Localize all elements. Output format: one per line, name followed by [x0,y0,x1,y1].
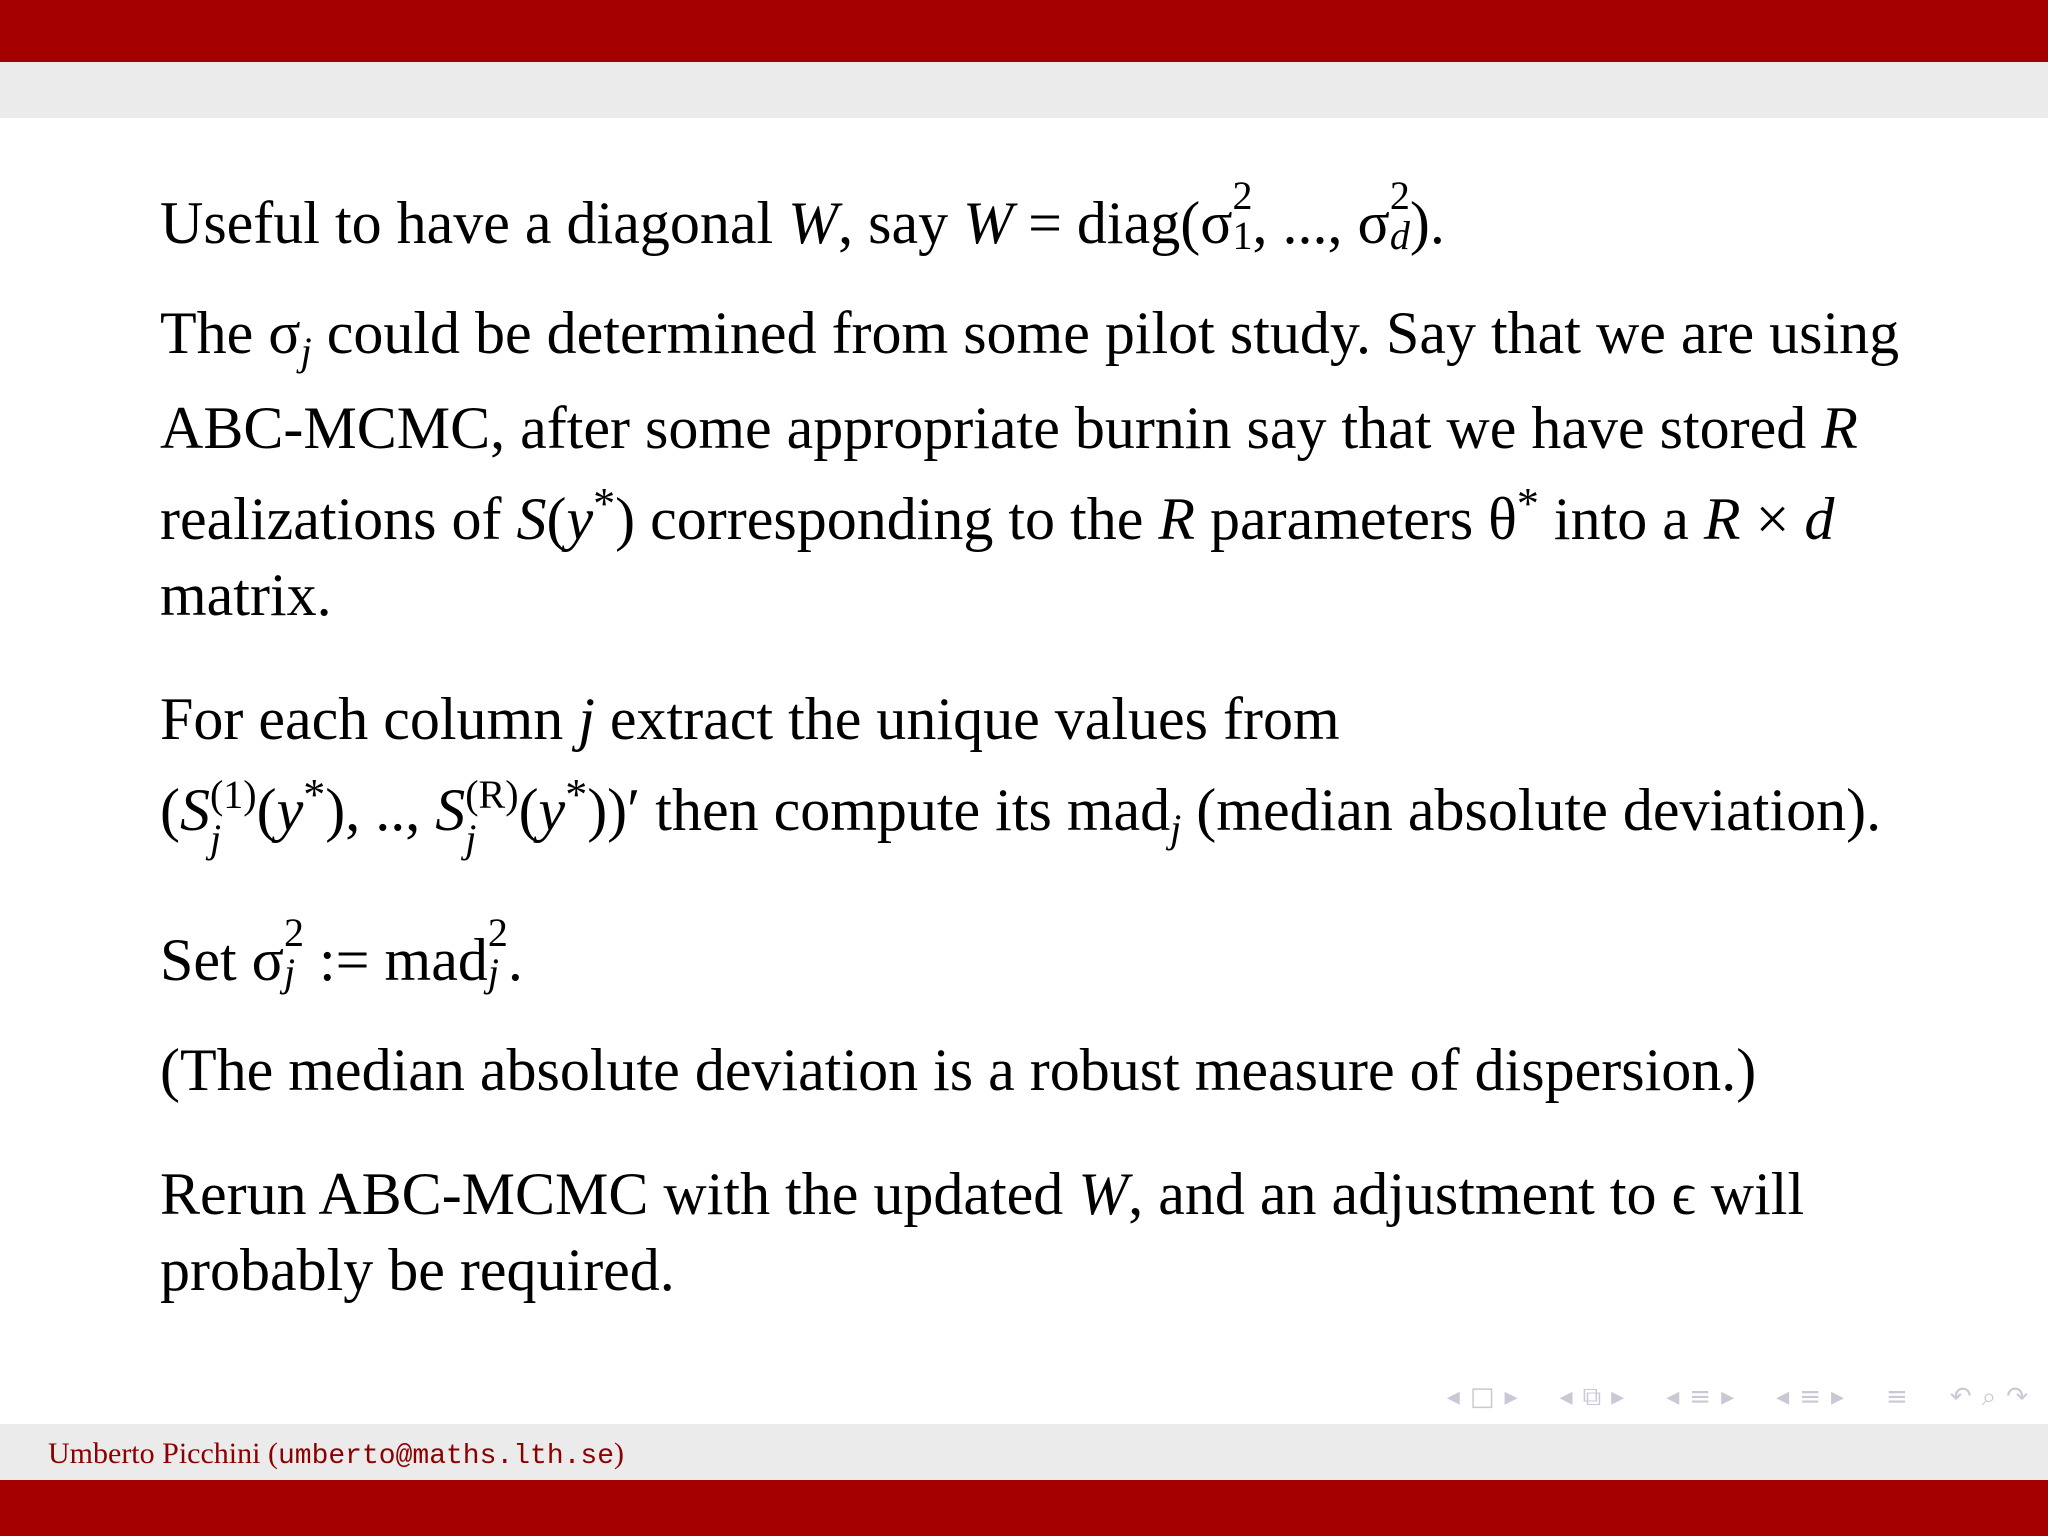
top-subtitle-strip [0,62,2048,118]
text-run: ) corresponding to the [615,486,1159,552]
text-run: ( [518,777,539,843]
text-run: := mad [304,927,488,993]
text-run: into a [1538,486,1704,552]
math-superscript: * [593,479,616,528]
slide-body [160,173,1920,1356]
text-run: For each column [160,686,579,752]
footer-paren: ( [260,1437,278,1470]
nav-back-icon[interactable]: ↶ [1949,1382,1972,1412]
math-var-s: S [179,777,210,843]
text-run: ( [546,486,567,552]
math-var-w: W [788,190,839,256]
text-run: . [507,927,523,993]
math-subscript: j [284,950,296,995]
paragraph-rerun [160,1156,1920,1308]
math-superscript: (1) [209,772,257,817]
math-var-y: y [566,486,594,552]
nav-frame-icon[interactable]: □ [1469,1382,1495,1412]
nav-search-icon[interactable]: ⌕ [1981,1381,1997,1412]
nav-next-part-icon[interactable]: ▸ [1830,1382,1845,1412]
text-run: ( [256,777,277,843]
math-var-y: y [538,777,566,843]
math-supsub [209,772,257,861]
math-superscript: 2 [487,910,508,955]
nav-prev-frame-icon[interactable]: ◂ [1446,1382,1460,1412]
top-title-bar [0,0,2048,62]
math-subscript: j [300,329,312,374]
math-var-j: j [578,686,595,752]
paragraph-mad-note: (The median absolute deviation is a robust measure of dispersion.) [160,1037,1757,1103]
nav-toc-icon[interactable]: ≡ [1886,1382,1908,1412]
text-run: , ..., σ [1252,190,1390,256]
footer-author: Umberto Picchini [48,1437,261,1470]
math-var-r: R [1821,395,1858,461]
math-subscript: d [1389,213,1410,258]
footer-author-line [48,1434,624,1477]
text-run: parameters θ [1195,486,1517,552]
text-run: matrix. [160,562,332,628]
nav-next-frame-icon[interactable]: ▸ [1504,1382,1518,1412]
math-subscript: j [1170,806,1182,851]
math-supsub [1232,173,1253,258]
math-supsub [1389,173,1410,258]
nav-subsection-icon[interactable]: ⧉ [1582,1381,1602,1412]
math-subscript: j [465,816,477,861]
nav-next-section-icon[interactable]: ▸ [1721,1382,1735,1412]
text-run: could be determined from some pilot study. Say that we are using ABC-MCMC, after some appropriate burnin say that we have stored [160,300,1900,461]
math-var-r: R [1158,486,1195,552]
math-var-s: S [435,777,466,843]
nav-next-subsection-icon[interactable]: ▸ [1611,1382,1625,1412]
bottom-bar [0,1480,2048,1536]
math-var-d: d [1804,486,1835,552]
nav-part-icon[interactable]: ≡ [1799,1382,1821,1412]
math-supsub [465,772,519,861]
math-superscript: * [1516,479,1539,528]
math-subscript: 1 [1232,213,1253,258]
math-var-w: W [1078,1161,1129,1227]
paragraph-pilot-study [160,295,1920,633]
math-supsub [487,910,508,995]
text-run: The σ [160,300,301,366]
beamer-navigation-bar [1447,1380,2028,1414]
footer-email: umberto@maths.lth.se [277,1441,615,1472]
text-run: × [1740,486,1805,552]
math-superscript: (R) [465,772,519,817]
math-var-y: y [276,777,304,843]
text-run: extract the unique values from [594,686,1340,752]
paragraph-set-sigma [160,910,1920,998]
text-run: Set σ [160,927,285,993]
math-supsub [284,910,305,995]
math-subscript: j [209,816,222,861]
text-run: Rerun ABC-MCMC with the updated [160,1161,1079,1227]
nav-prev-section-icon[interactable]: ◂ [1666,1382,1680,1412]
math-var-s: S [516,486,547,552]
nav-section-icon[interactable]: ≡ [1689,1382,1712,1412]
math-superscript: 2 [284,910,305,955]
nav-prev-subsection-icon[interactable]: ◂ [1559,1382,1573,1412]
text-run: realizations of [160,486,517,552]
math-superscript: 2 [1232,173,1253,218]
text-run: = diag(σ [1013,190,1233,256]
math-superscript: * [565,770,588,819]
text-run: ( [160,777,180,843]
math-superscript: 2 [1389,173,1410,218]
math-superscript: * [303,770,326,819]
math-var-r: R [1703,486,1741,552]
math-subscript: j [487,950,499,995]
text-run: , say [838,190,964,256]
text-run: ), .., [325,777,436,843]
text-run: , and an adjustment to ϵ will probably be required. [160,1161,1805,1303]
nav-prev-part-icon[interactable]: ◂ [1776,1382,1790,1412]
text-run: ))′ then compute its mad [587,777,1171,843]
nav-forward-icon[interactable]: ↷ [2006,1382,2028,1412]
text-run: Useful to have a diagonal [160,190,789,256]
text-run: ). [1409,190,1445,256]
paragraph-unique-values [160,681,1920,867]
footer-paren: ) [614,1437,625,1470]
text-run: (median absolute deviation). [1181,777,1882,843]
math-var-w: W [963,190,1014,256]
paragraph-diagonal-w [160,173,1920,261]
